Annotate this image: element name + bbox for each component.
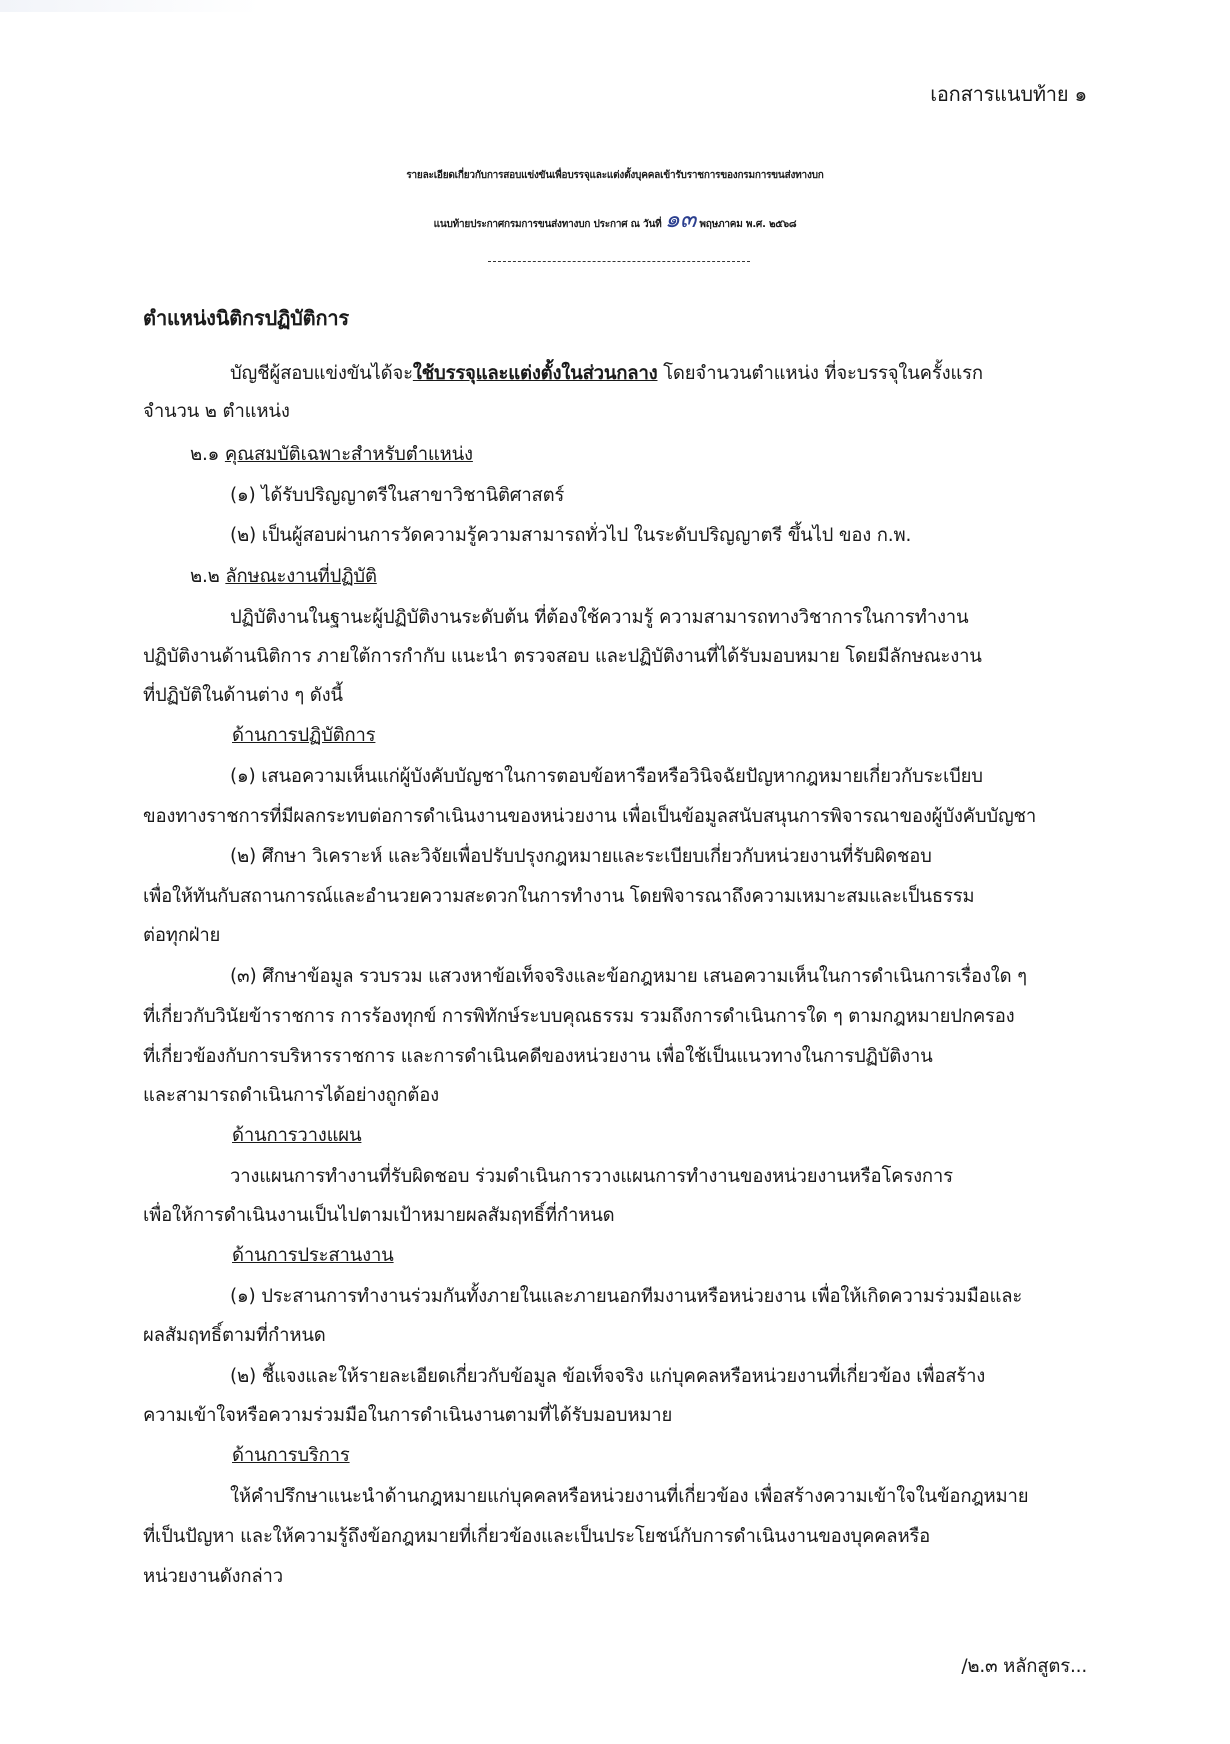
title-line-2-prefix: แนบท้ายประกาศกรมการขนส่งทางบก ประกาศ ณ วันที่ <box>433 219 662 230</box>
qualification-item-2: (๒) เป็นผู้สอบผ่านการวัดความรู้ความสามารถทั่วไป ในระดับปริญญาตรี ขึ้นไป ของ ก.พ. <box>230 525 912 546</box>
title-date-day: ๑๓ <box>664 205 697 233</box>
planning-line-1: วางแผนการทำงานที่รับผิดชอบ ร่วมดำเนินการวางแผนการทำงานของหน่วยงานหรือโครงการ <box>230 1166 953 1187</box>
coordination-item-1-line-2: ผลสัมฤทธิ์ตามที่กำหนด <box>143 1325 326 1346</box>
section-2-2-number: ๒.๒ <box>190 566 226 587</box>
service-line-3: หน่วยงานดังกล่าว <box>143 1566 283 1587</box>
job-desc-line-2: ปฏิบัติงานด้านนิติการ ภายใต้การกำกับ แนะนำ ตรวจสอบ และปฏิบัติงานที่ได้รับมอบหมาย โดยมีลักษณะงาน <box>143 646 982 667</box>
service-line-2: ที่เป็นปัญหา และให้ความรู้ถึงข้อกฎหมายที่เกี่ยวข้องและเป็นประโยชน์กับการดำเนินงานของบุคคลหรือ <box>143 1526 931 1547</box>
operations-item-1-line-2: ของทางราชการที่มีผลกระทบต่อการดำเนินงานของหน่วยงาน เพื่อเป็นข้อมูลสนับสนุนการพิจารณาของผู้บังคับบัญชา <box>143 806 1037 827</box>
section-2-1-heading <box>190 441 473 469</box>
planning-heading: ด้านการวางแผน <box>232 1125 362 1146</box>
section-2-1-number: ๒.๑ <box>190 444 225 465</box>
operations-item-1-line-1: (๑) เสนอความเห็นแก่ผู้บังคับบัญชาในการตอบข้อหารือหรือวินิจฉัยปัญหากฎหมายเกี่ยวกับระเบียบ <box>230 766 983 787</box>
section-2-2-title: ลักษณะงานที่ปฏิบัติ <box>225 566 377 587</box>
continuation-note: /๒.๓ หลักสูตร... <box>961 1656 1087 1677</box>
section-2-1-title: คุณสมบัติเฉพาะสำหรับตำแหน่ง <box>224 444 473 465</box>
title-line-1: รายละเอียดเกี่ยวกับการสอบแข่งขันเพื่อบรรจุและแต่งตั้งบุคคลเข้ารับราชการของกรมการขนส่งทางบก <box>406 170 824 181</box>
intro-emphasis: ใช้บรรจุและแต่งตั้งในส่วนกลาง <box>412 363 658 384</box>
coordination-item-2-line-2: ความเข้าใจหรือความร่วมมือในการดำเนินงานตามที่ได้รับมอบหมาย <box>143 1405 673 1426</box>
qualification-item-1: (๑) ได้รับปริญญาตรีในสาขาวิชานิติศาสตร์ <box>230 485 565 506</box>
title-line-2 <box>0 205 1230 239</box>
annex-label: เอกสารแนบท้าย ๑ <box>930 82 1087 106</box>
operations-heading: ด้านการปฏิบัติการ <box>232 725 376 746</box>
operations-item-2-line-1: (๒) ศึกษา วิเคราะห์ และวิจัยเพื่อปรับปรุงกฎหมายและระเบียบเกี่ยวกับหน่วยงานที่รับผิดชอบ <box>230 846 932 867</box>
service-line-1: ให้คำปรึกษาแนะนำด้านกฎหมายแก่บุคคลหรือหน่วยงานที่เกี่ยวข้อง เพื่อสร้างความเข้าใจในข้อกฎหมาย <box>230 1486 1029 1507</box>
intro-text-c: โดยจำนวนตำแหน่ง ที่จะบรรจุในครั้งแรก <box>657 363 983 384</box>
coordination-item-1-line-1: (๑) ประสานการทำงานร่วมกันทั้งภายในและภายนอกทีมงานหรือหน่วยงาน เพื่อให้เกิดความร่วมมือและ <box>230 1286 1023 1307</box>
title-line-2-suffix: พฤษภาคม พ.ศ. ๒๕๖๘ <box>699 219 797 230</box>
coordination-heading: ด้านการประสานงาน <box>232 1245 394 1266</box>
operations-item-2-line-2: เพื่อให้ทันกับสถานการณ์และอำนวยความสะดวกในการทำงาน โดยพิจารณาถึงความเหมาะสมและเป็นธรรม <box>143 886 975 907</box>
planning-line-2: เพื่อให้การดำเนินงานเป็นไปตามเป้าหมายผลสัมฤทธิ์ที่กำหนด <box>143 1205 615 1226</box>
service-heading: ด้านการบริการ <box>232 1445 350 1466</box>
intro-line-2: จำนวน ๒ ตำแหน่ง <box>143 401 290 422</box>
coordination-item-2-line-1: (๒) ชี้แจงและให้รายละเอียดเกี่ยวกับข้อมูล ข้อเท็จจริง แก่บุคคลหรือหน่วยงานที่เกี่ยวข้อง เพื่อสร้าง <box>230 1366 986 1387</box>
operations-item-3-line-4: และสามารถดำเนินการได้อย่างถูกต้อง <box>143 1085 439 1106</box>
job-desc-line-1: ปฏิบัติงานในฐานะผู้ปฏิบัติงานระดับต้น ที่ต้องใช้ความรู้ ความสามารถทางวิชาการในการทำงาน <box>230 607 969 628</box>
operations-item-3-line-1: (๓) ศึกษาข้อมูล รวบรวม แสวงหาข้อเท็จจริงและข้อกฎหมาย เสนอความเห็นในการดำเนินการเรื่องใด ๆ <box>230 966 1027 987</box>
operations-item-3-line-3: ที่เกี่ยวข้องกับการบริหารราชการ และการดำเนินคดีของหน่วยงาน เพื่อใช้เป็นแนวทางในการปฏิบัติงาน <box>143 1046 933 1067</box>
title-divider <box>488 261 750 262</box>
position-heading: ตำแหน่งนิติกรปฏิบัติการ <box>143 306 349 330</box>
intro-line-1 <box>230 360 983 388</box>
scan-edge-mark <box>0 0 260 12</box>
job-desc-line-3: ที่ปฏิบัติในด้านต่าง ๆ ดังนี้ <box>143 685 343 706</box>
section-2-2-heading <box>190 563 377 591</box>
operations-item-2-line-3: ต่อทุกฝ่าย <box>143 925 221 946</box>
intro-text-a: บัญชีผู้สอบแข่งขันได้จะ <box>230 363 413 384</box>
operations-item-3-line-2: ที่เกี่ยวกับวินัยข้าราชการ การร้องทุกข์ การพิทักษ์ระบบคุณธรรม รวมถึงการดำเนินการใด ๆ ตามกฎหมายปกครอง <box>143 1006 1015 1027</box>
